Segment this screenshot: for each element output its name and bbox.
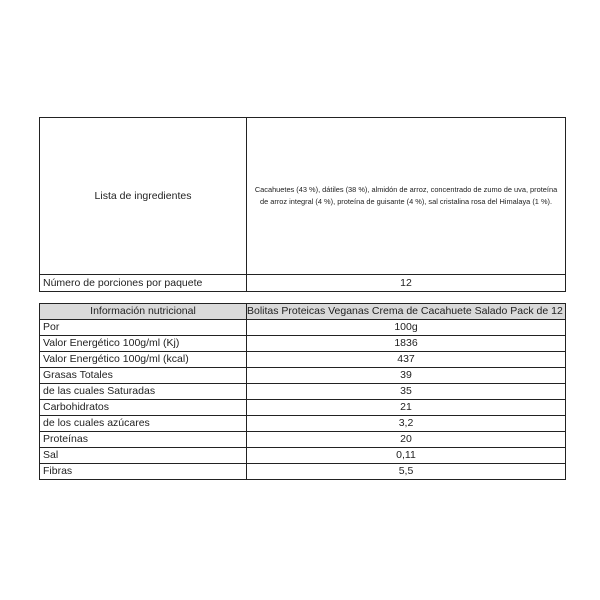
nutrition-row-value: 1836 [247,336,566,352]
nutrition-row-value: 20 [247,432,566,448]
nutrition-row [40,320,566,336]
nutrition-row-label: de las cuales Saturadas [40,384,247,400]
ingredients-text: Cacahuetes (43 %), dátiles (38 %), almidón de arroz, concentrado de zumo de uva, proteína de arroz integral (4 %), proteína de guisante (4 %), sal cristalina rosa del Himalaya (1 %). [247,118,566,275]
nutrition-rows [40,320,566,480]
nutrition-row-value: 21 [247,400,566,416]
product-name: Bolitas Proteicas Veganas Crema de Cacahuete Salado Pack de 12 [247,304,566,320]
nutrition-row [40,448,566,464]
nutrition-row [40,384,566,400]
nutrition-row [40,432,566,448]
nutrition-row-label: Fibras [40,464,247,480]
nutrition-row-value: 100g [247,320,566,336]
portions-label: Número de porciones por paquete [40,275,247,292]
nutrition-row-value: 437 [247,352,566,368]
ingredients-row [40,118,566,275]
nutrition-row-value: 0,11 [247,448,566,464]
nutrition-row-label: Grasas Totales [40,368,247,384]
nutrition-header-label: Información nutricional [40,304,247,320]
nutrition-row-label: Sal [40,448,247,464]
nutrition-row-label: Carbohidratos [40,400,247,416]
nutrition-row-label: Por [40,320,247,336]
nutrition-table [39,303,566,480]
nutrition-row-label: Proteínas [40,432,247,448]
nutrition-row [40,464,566,480]
ingredients-label: Lista de ingredientes [40,118,247,275]
nutrition-row-value: 35 [247,384,566,400]
nutrition-row [40,400,566,416]
nutrition-row [40,416,566,432]
nutrition-row-value: 3,2 [247,416,566,432]
nutrition-row-label: Valor Energético 100g/ml (kcal) [40,352,247,368]
nutrition-row-label: Valor Energético 100g/ml (Kj) [40,336,247,352]
ingredients-table [39,117,566,292]
nutrition-row [40,368,566,384]
portions-row [40,275,566,292]
portions-value: 12 [247,275,566,292]
nutrition-row [40,336,566,352]
nutrition-header-row [40,304,566,320]
nutrition-row-value: 5,5 [247,464,566,480]
nutrition-row-label: de los cuales azúcares [40,416,247,432]
nutrition-row-value: 39 [247,368,566,384]
nutrition-row [40,352,566,368]
